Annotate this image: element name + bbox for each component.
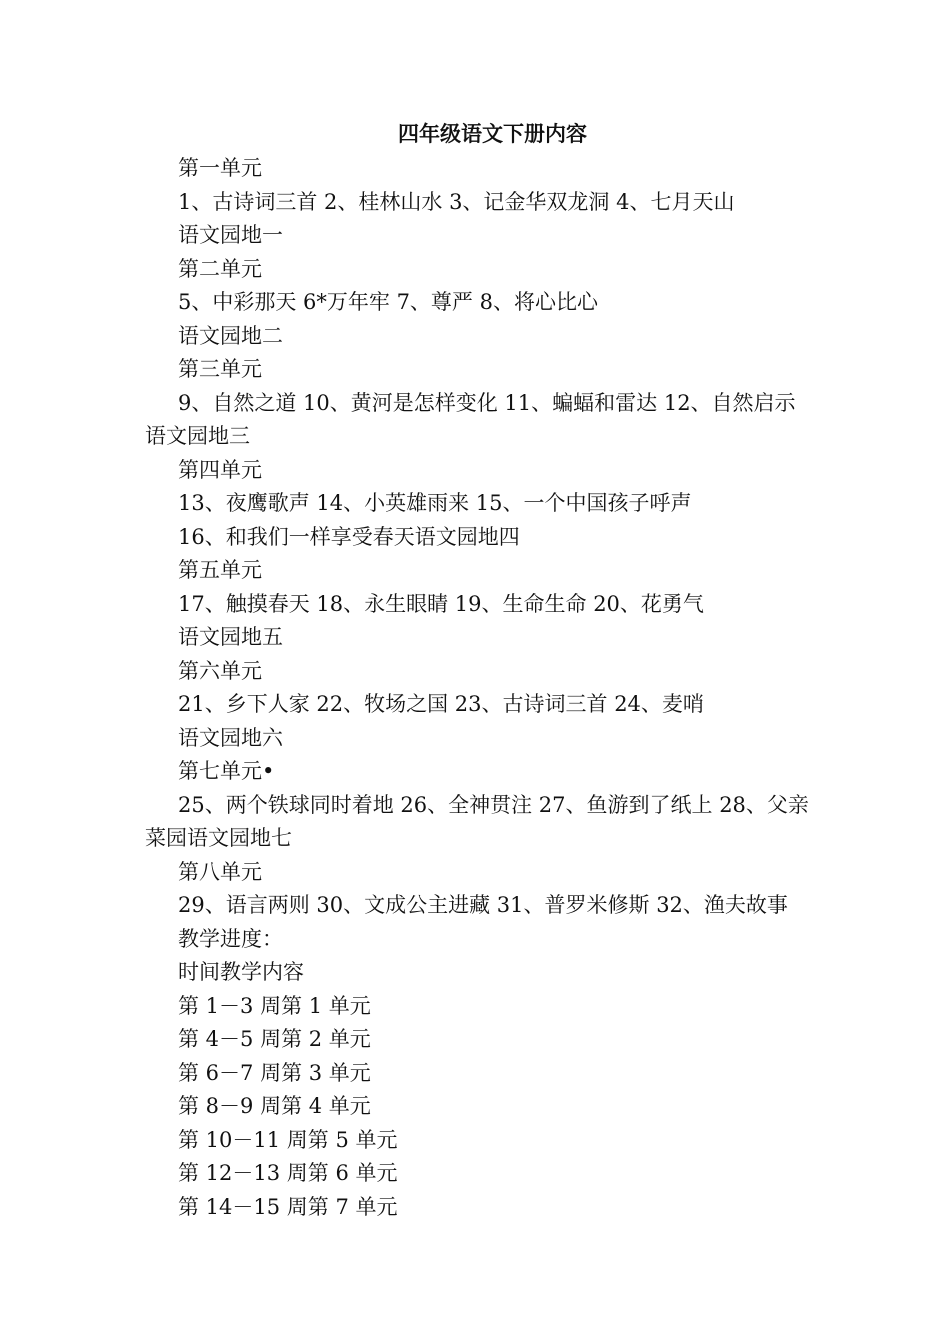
schedule-row: 第 12－13 周第 6 单元 xyxy=(178,1161,398,1185)
unit-2-garden: 语文园地二 xyxy=(178,323,283,348)
unit-1-lessons: 1、古诗词三首 2、桂林山水 3、记金华双龙洞 4、七月天山 xyxy=(178,189,735,214)
schedule-heading: 教学进度： xyxy=(178,926,283,951)
schedule-row: 第 10－11 周第 5 单元 xyxy=(178,1127,398,1152)
schedule-row: 第 14－15 周第 7 单元 xyxy=(178,1194,398,1219)
unit-8-lessons: 29、语言两则 30、文成公主进藏 31、普罗米修斯 32、渔夫故事 xyxy=(178,893,788,917)
schedule-row: 第 8－9 周第 4 单元 xyxy=(178,1094,371,1118)
unit-8-heading: 第八单元 xyxy=(178,859,262,884)
unit-3-lessons: 9、自然之道 10、黄河是怎样变化 11、蝙蝠和雷达 12、自然启示语文园地三 xyxy=(145,390,796,448)
schedule-row: 第 1－3 周第 1 单元 xyxy=(178,993,371,1018)
unit-7-heading: 第七单元• xyxy=(178,759,275,783)
unit-5-lessons: 17、触摸春天 18、永生眼睛 19、生命生命 20、花勇气 xyxy=(178,591,704,616)
unit-1-garden: 语文园地一 xyxy=(178,223,283,247)
unit-2-heading: 第二单元 xyxy=(178,256,262,281)
document-title: 四年级语文下册内容 xyxy=(398,121,587,146)
unit-6-lessons: 21、乡下人家 22、牧场之国 23、古诗词三首 24、麦哨 xyxy=(178,692,704,716)
unit-5-garden: 语文园地五 xyxy=(178,625,283,649)
schedule-row: 第 6－7 周第 3 单元 xyxy=(178,1060,371,1085)
unit-4-lessons-a: 13、夜鹰歌声 14、小英雄雨来 15、一个中国孩子呼声 xyxy=(178,491,692,515)
unit-4-lessons-b: 16、和我们一样享受春天语文园地四 xyxy=(178,524,520,549)
unit-5-heading: 第五单元 xyxy=(178,558,262,582)
unit-3-heading: 第三单元 xyxy=(178,357,262,381)
unit-6-heading: 第六单元 xyxy=(178,658,262,683)
unit-7-lessons: 25、两个铁球同时着地 26、全神贯注 27、鱼游到了纸上 28、父亲菜园语文园地七 xyxy=(145,792,809,850)
unit-1-heading: 第一单元 xyxy=(178,156,262,180)
document-body xyxy=(145,116,810,1224)
schedule-row: 第 4－5 周第 2 单元 xyxy=(178,1027,371,1051)
unit-4-heading: 第四单元 xyxy=(178,457,262,482)
unit-6-garden: 语文园地六 xyxy=(178,725,283,750)
unit-2-lessons: 5、中彩那天 6*万年牢 7、尊严 8、将心比心 xyxy=(178,290,598,314)
schedule-columns: 时间教学内容 xyxy=(178,960,304,984)
